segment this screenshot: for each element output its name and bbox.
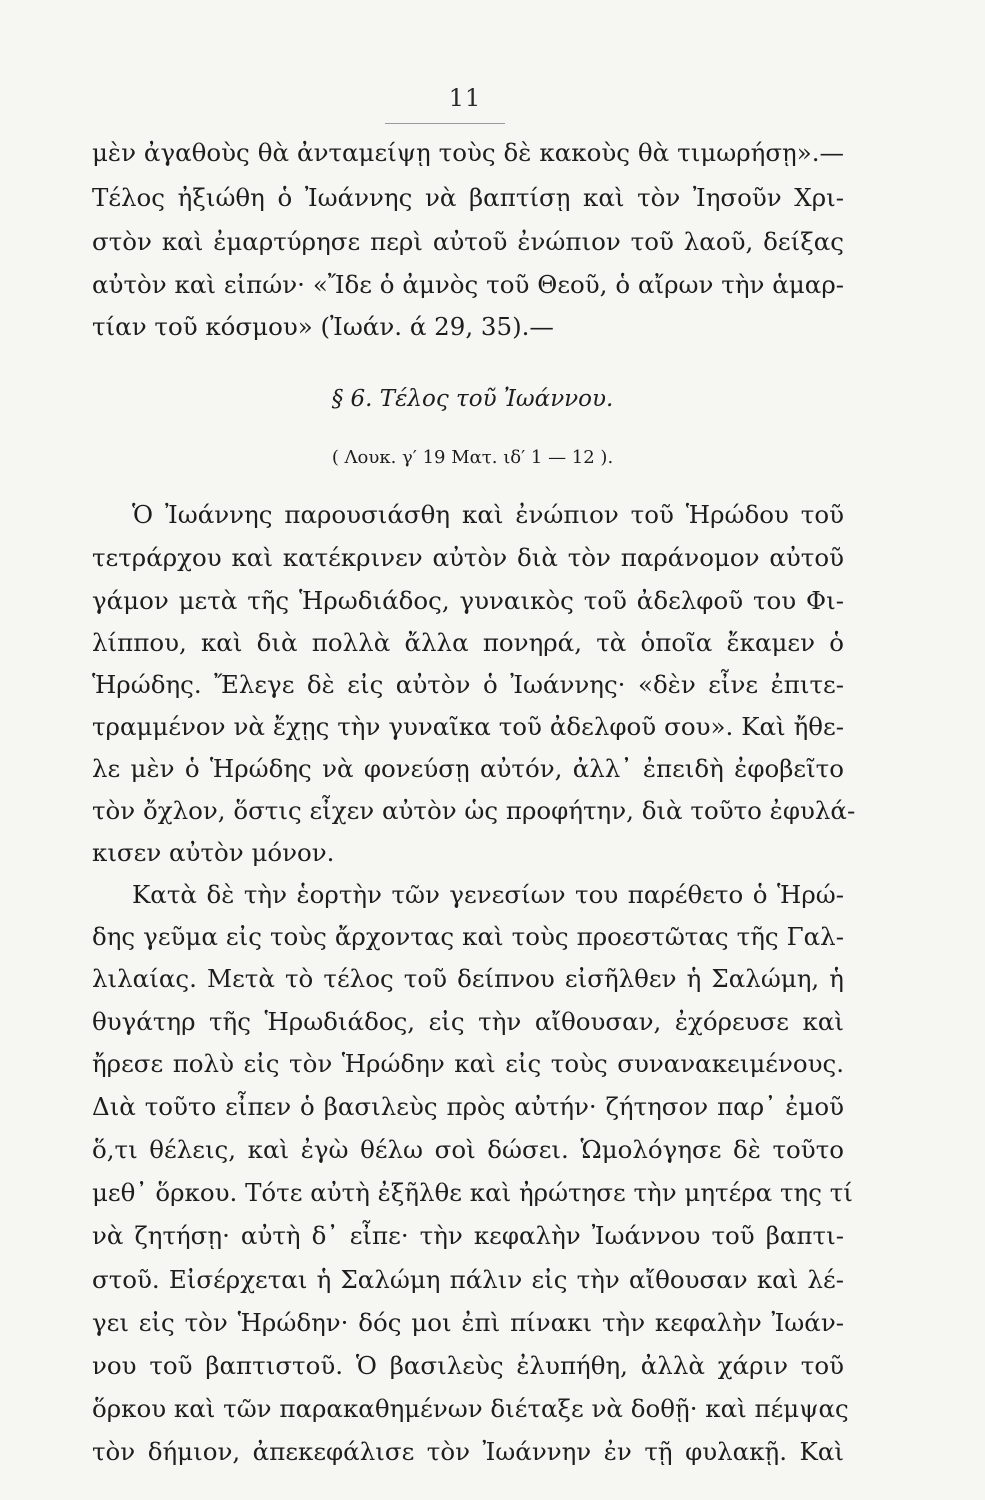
text-line: τὸν δήμιον, ἀπεκεφάλισε τὸν Ἰωάννην ἐν τῇ φυλακῇ. Καὶ (92, 1437, 844, 1466)
text-line: ἤρεσε πολὺ εἰς τὸν Ἡρώδην καὶ εἰς τοὺς συνανακειμένους. (92, 1049, 844, 1078)
text-line: δης γεῦμα εἰς τοὺς ἄρχοντας καὶ τοὺς προεστῶτας τῆς Γαλ- (92, 922, 844, 951)
text-line: στοῦ. Εἰσέρχεται ἡ Σαλώμη πάλιν εἰς τὴν αἴθουσαν καὶ λέ- (92, 1265, 844, 1294)
text-line: στὸν καὶ ἐμαρτύρησε περὶ αὐτοῦ ἐνώπιον τοῦ λαοῦ, δείξας (92, 227, 844, 256)
text-line: γάμον μετὰ τῆς Ἡρωδιάδος, γυναικὸς τοῦ ἀδελφοῦ του Φι- (92, 586, 844, 615)
text-line: νου τοῦ βαπτιστοῦ. Ὁ βασιλεὺς ἐλυπήθη, ἀλλὰ χάριν τοῦ (92, 1351, 844, 1380)
text-line: μὲν ἀγαθοὺς θὰ ἀνταμείψῃ τοὺς δὲ κακοὺς θὰ τιμωρήσῃ».— (92, 138, 844, 167)
text-line: νὰ ζητήσῃ· αὐτὴ δ᾽ εἶπε· τὴν κεφαλὴν Ἰωάννου τοῦ βαπτι- (92, 1221, 844, 1250)
text-line: τετράρχου καὶ κατέκρινεν αὐτὸν διὰ τὸν παράνομον αὐτοῦ (92, 543, 844, 572)
text-line: τίαν τοῦ κόσμου» (Ἰωάν. ά 29, 35).— (92, 312, 554, 341)
text-line: μεθ᾽ ὅρκου. Τότε αὐτὴ ἐξῆλθε καὶ ἠρώτησε τὴν μητέρα της τί (92, 1178, 853, 1207)
text-line: τραμμένον νὰ ἔχῃς τὴν γυναῖκα τοῦ ἀδελφοῦ σου». Καὶ ἤθε- (92, 712, 844, 741)
header-rule (385, 123, 505, 124)
text-line: Κατὰ δὲ τὴν ἑορτὴν τῶν γενεσίων του παρέθετο ὁ Ἡρώ- (132, 880, 844, 909)
text-line: λίππου, καὶ διὰ πολλὰ ἄλλα πονηρά, τὰ ὁποῖα ἔκαμεν ὁ (92, 628, 844, 657)
text-line: γει εἰς τὸν Ἡρώδην· δός μοι ἐπὶ πίνακι τὴν κεφαλὴν Ἰωάν- (92, 1308, 844, 1337)
section-reference: ( Λουκ. γ′ 19 Ματ. ιδ′ 1 — 12 ). (331, 447, 614, 468)
section-heading: § 6. Τέλος τοῦ Ἰωάννου. (331, 386, 614, 412)
text-line: Ἡρώδης. Ἔλεγε δὲ εἰς αὐτὸν ὁ Ἰωάννης· «δὲν εἶνε ἐπιτε- (92, 670, 844, 699)
text-line: Ὁ Ἰωάννης παρουσιάσθη καὶ ἐνώπιον τοῦ Ἡρώδου τοῦ (132, 500, 844, 529)
text-line: Τέλος ἠξιώθη ὁ Ἰωάννης νὰ βαπτίσῃ καὶ τὸν Ἰησοῦν Χρι- (92, 183, 844, 212)
text-line: ὅρκου καὶ τῶν παρακαθημένων διέταξε νὰ δοθῇ· καὶ πέμψας (92, 1394, 849, 1423)
text-line: ὅ,τι θέλεις, καὶ ἐγὼ θέλω σοὶ δώσει. Ὡμολόγησε δὲ τοῦτο (92, 1135, 844, 1164)
text-line: κισεν αὐτὸν μόνον. (92, 838, 335, 867)
text-line: θυγάτηρ τῆς Ἡρωδιάδος, εἰς τὴν αἴθουσαν, ἐχόρευσε καὶ (92, 1007, 844, 1036)
text-line: λε μὲν ὁ Ἡρώδης νὰ φονεύσῃ αὐτόν, ἀλλ᾽ ἐπειδὴ ἐφοβεῖτο (92, 754, 844, 783)
text-line: τὸν ὄχλον, ὅστις εἶχεν αὐτὸν ὡς προφήτην, διὰ τοῦτο ἐφυλά- (92, 796, 856, 825)
text-line: αὐτὸν καὶ εἰπών· «Ἴδε ὁ ἀμνὸς τοῦ Θεοῦ, ὁ αἴρων τὴν ἁμαρ- (92, 270, 844, 299)
page-number: 11 (448, 84, 482, 112)
text-line: λιλαίας. Μετὰ τὸ τέλος τοῦ δείπνου εἰσῆλθεν ἡ Σαλώμη, ἡ (92, 964, 844, 993)
text-line: Διὰ τοῦτο εἶπεν ὁ βασιλεὺς πρὸς αὐτήν· ζήτησον παρ᾽ ἐμοῦ (92, 1092, 844, 1121)
